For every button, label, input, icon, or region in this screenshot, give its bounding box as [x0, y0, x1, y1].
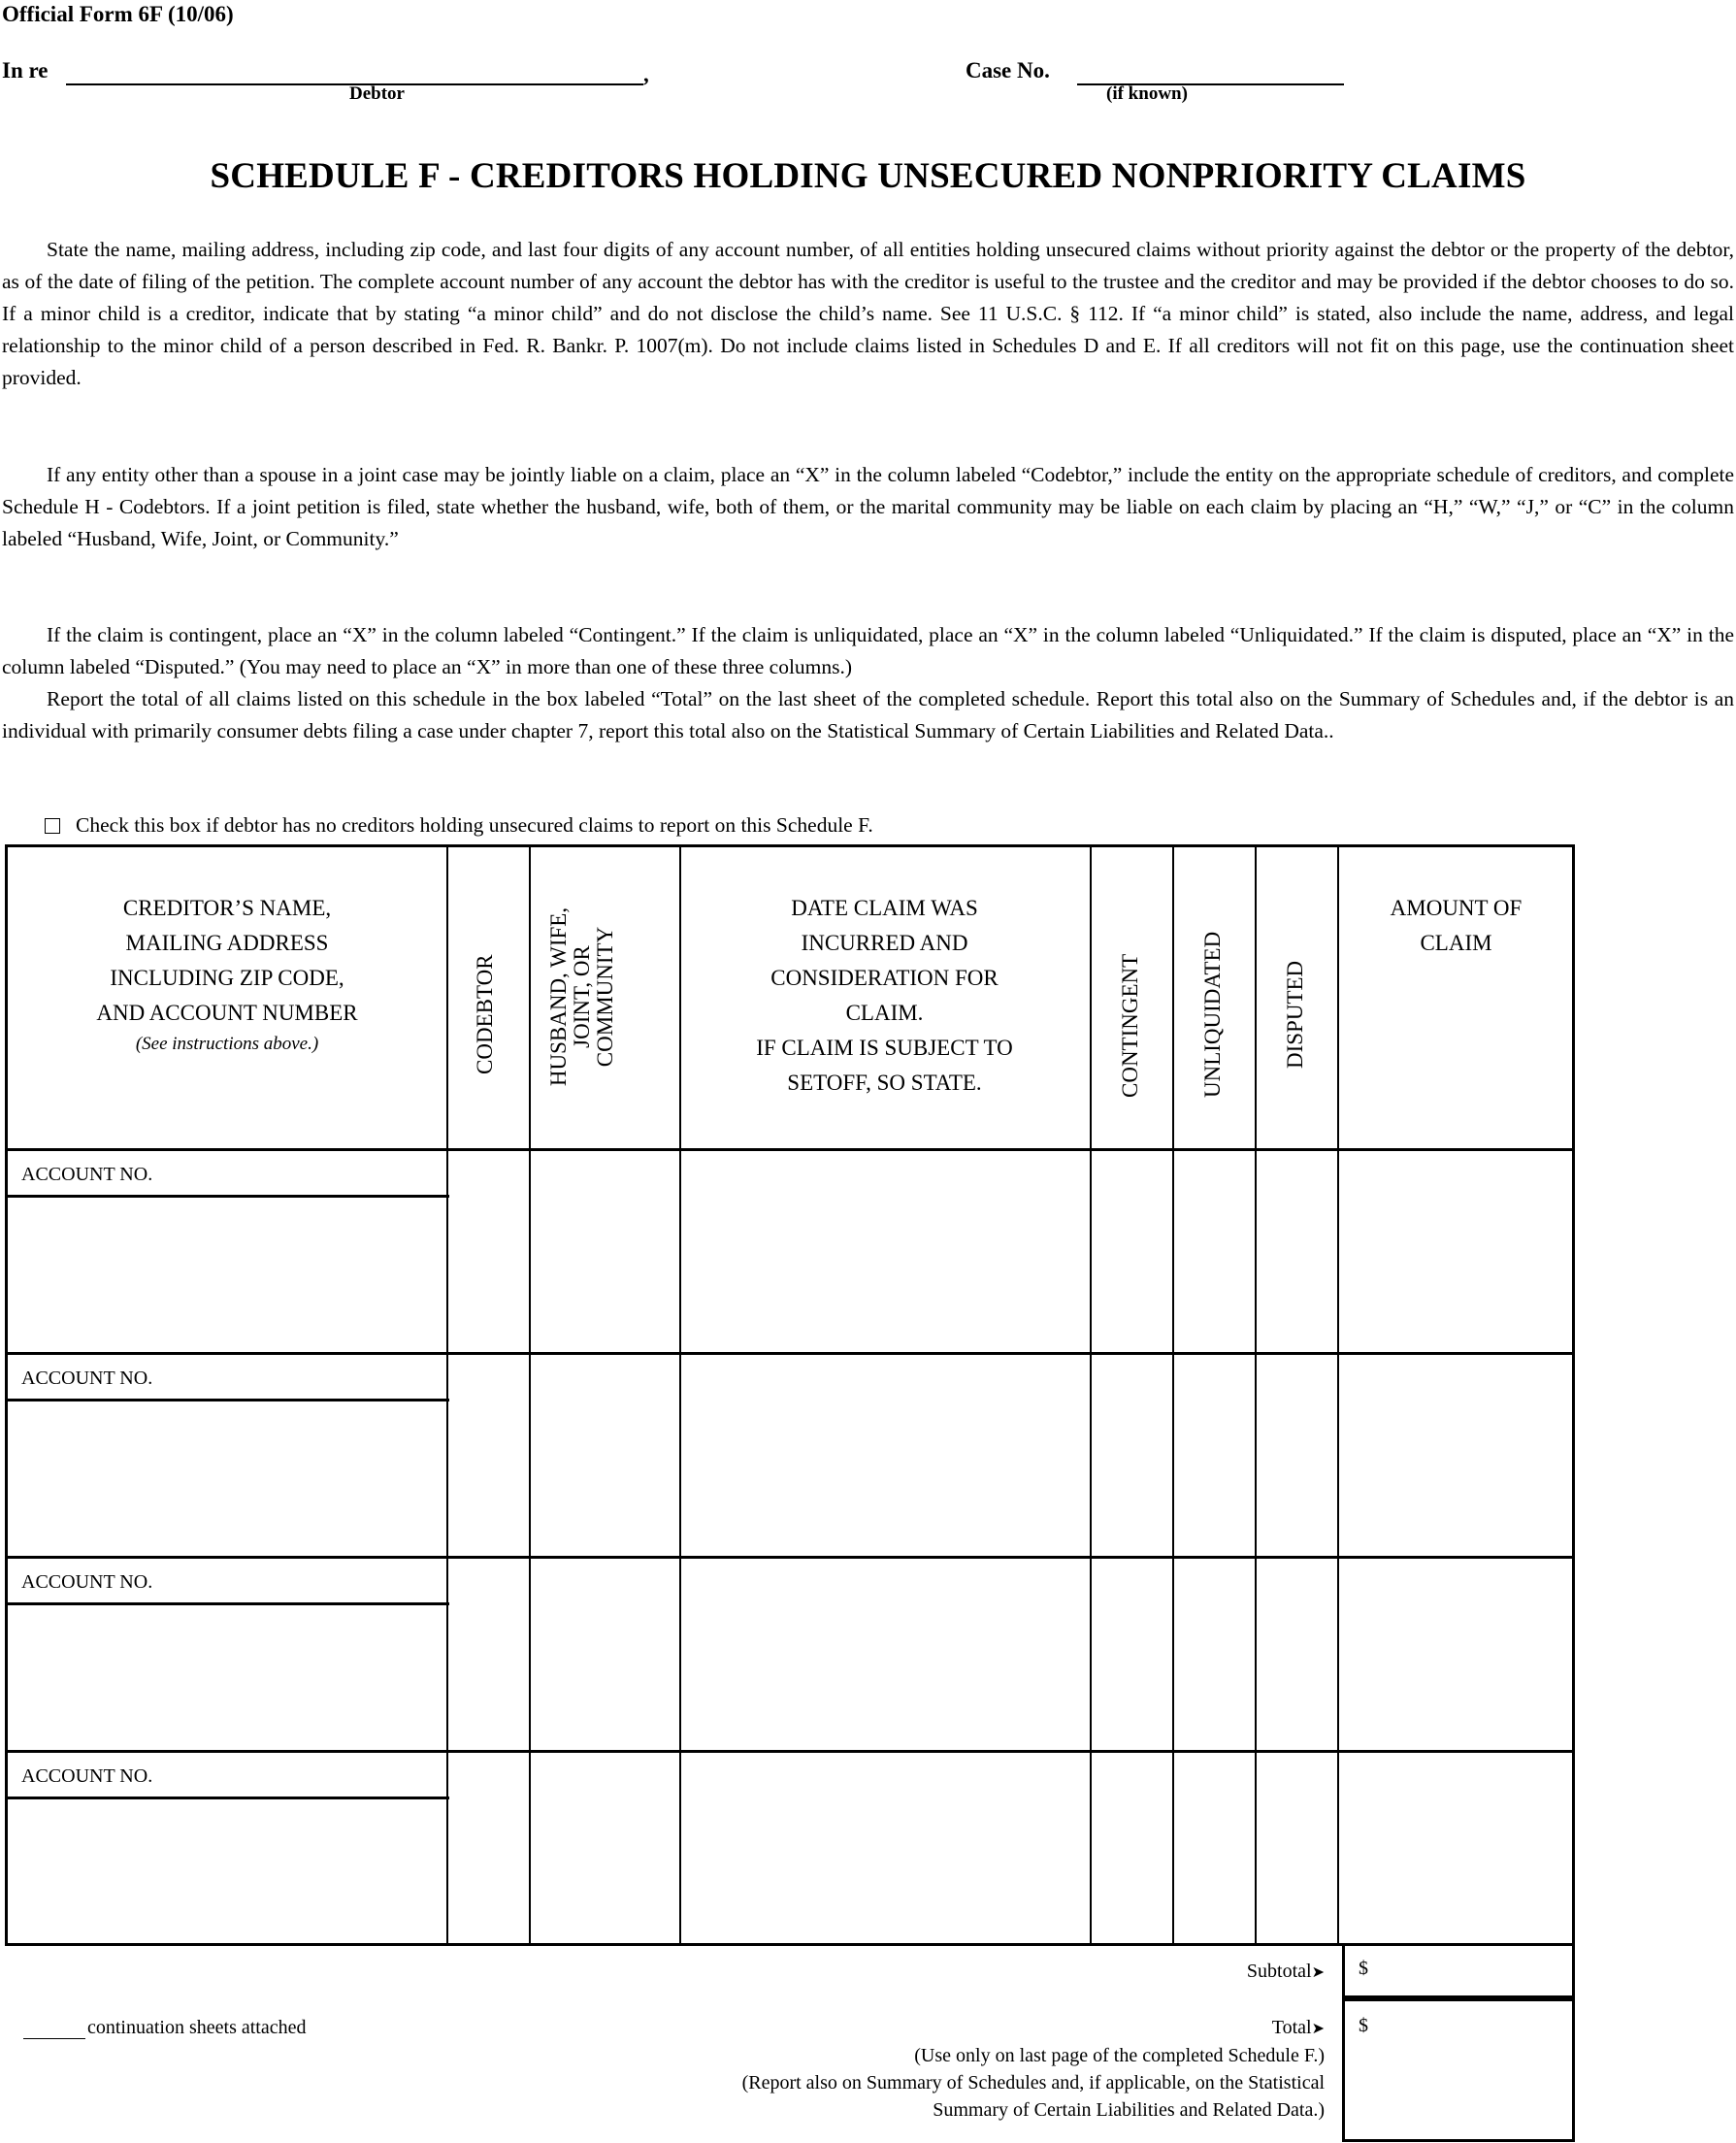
- account-no-label: ACCOUNT NO.: [21, 1164, 153, 1185]
- creditor-info-input[interactable]: [8, 1800, 444, 1941]
- currency-symbol: $: [1359, 1958, 1368, 1979]
- case-number-label: Case No.: [966, 58, 1050, 82]
- column-divider: [446, 847, 448, 1943]
- header-line: INCURRED AND: [801, 931, 968, 955]
- header-note: (See instructions above.): [135, 1034, 319, 1054]
- header-line: MAILING ADDRESS: [125, 931, 329, 955]
- creditor-info-input[interactable]: [8, 1606, 444, 1748]
- amount-input[interactable]: [1340, 1151, 1573, 1350]
- hwjc-input[interactable]: [532, 1151, 677, 1350]
- no-creditors-checkbox[interactable]: [45, 818, 60, 834]
- column-header-unliquidated: UNLIQUIDATED: [1200, 931, 1225, 1098]
- total-note: Summary of Certain Liabilities and Related Data.): [933, 2099, 1325, 2121]
- codebtor-input[interactable]: [449, 1559, 527, 1748]
- date-claim-input[interactable]: [682, 1559, 1088, 1748]
- codebtor-input[interactable]: [449, 1151, 527, 1350]
- disputed-input[interactable]: [1258, 1753, 1335, 1941]
- header-line: CREDITOR’S NAME,: [122, 896, 332, 920]
- claims-table: [5, 844, 1575, 1946]
- creditor-info-input[interactable]: [8, 1199, 444, 1350]
- arrow-right-icon: ➤: [1311, 1964, 1325, 1981]
- column-divider: [1090, 847, 1092, 1943]
- currency-symbol: $: [1359, 2015, 1368, 2036]
- subtotal-label: [970, 1961, 1325, 1983]
- hwjc-input[interactable]: [532, 1753, 677, 1941]
- account-divider: [8, 1399, 449, 1401]
- column-header-disputed: DISPUTED: [1283, 960, 1307, 1069]
- disputed-input[interactable]: [1258, 1151, 1335, 1350]
- header-line: CLAIM.: [845, 1001, 924, 1025]
- no-creditors-option: [45, 813, 873, 838]
- instruction-paragraph: State the name, mailing address, including zip code, and last four digits of any account number, of all entities holding unsecured claims without priority against the debtor or the property of the debtor, as of the date of filing of the petition. The complete account number of any account the debtor has with the creditor is useful to the trustee and the creditor and may be provided if the debtor chooses to do so. If a minor child is a creditor, indicate that by stating “a minor child” and do not disclose the child’s name. See 11 U.S.C. § 112. If “a minor child” is stated, also include the name, address, and legal relationship to the minor child of a person described in Fed. R. Bankr. P. 1007(m). Do not include claims listed in Schedules D and E. If all creditors will not fit on this page, use the continuation sheet provided.: [2, 238, 1734, 389]
- header-line: CLAIM: [1420, 931, 1492, 955]
- column-divider: [1337, 847, 1339, 1943]
- in-re-label: In re: [2, 58, 49, 82]
- total-note: (Report also on Summary of Schedules and, if applicable, on the Statistical: [741, 2072, 1325, 2094]
- header-line: IF CLAIM IS SUBJECT TO: [756, 1036, 1013, 1060]
- column-divider: [1172, 847, 1174, 1943]
- codebtor-input[interactable]: [449, 1355, 527, 1554]
- header-line: AND ACCOUNT NUMBER: [96, 1001, 358, 1025]
- debtor-comma: ,: [643, 62, 649, 86]
- header-line: COMMUNITY: [593, 926, 617, 1068]
- contingent-input[interactable]: [1093, 1559, 1170, 1748]
- column-header-contingent: CONTINGENT: [1118, 953, 1142, 1098]
- continuation-label: continuation sheets attached: [87, 2017, 307, 2038]
- arrow-right-icon: ➤: [1311, 2021, 1325, 2037]
- disputed-input[interactable]: [1258, 1355, 1335, 1554]
- contingent-input[interactable]: [1093, 1355, 1170, 1554]
- account-no-input[interactable]: [153, 1154, 444, 1195]
- total-text: Total: [1271, 2017, 1312, 2038]
- account-no-label: ACCOUNT NO.: [21, 1765, 153, 1787]
- header-line: HUSBAND, WIFE,: [546, 907, 571, 1087]
- unliquidated-input[interactable]: [1175, 1753, 1253, 1941]
- header-line: JOINT, OR: [570, 945, 594, 1048]
- subtotal-text: Subtotal: [1246, 1961, 1312, 1982]
- amount-input[interactable]: [1340, 1355, 1573, 1554]
- header-line: INCLUDING ZIP CODE,: [110, 966, 344, 990]
- column-header-date-claim: [679, 891, 1090, 1101]
- form-identifier: Official Form 6F (10/06): [2, 2, 234, 26]
- account-divider: [8, 1602, 449, 1605]
- creditor-info-input[interactable]: [8, 1402, 444, 1554]
- case-number-caption: (if known): [1106, 83, 1188, 104]
- instruction-paragraph: If any entity other than a spouse in a joint case may be jointly liable on a claim, place an “X” in the column labeled “Codebtor,” include the entity on the appropriate schedule of creditors, and complete Schedule H - Codebtors. If a joint petition is filed, state whether the husband, wife, both of them, or the marital community may be liable on each claim by placing an “H,” “W,” “J,” or “C” in the column labeled “Husband, Wife, Joint, or Community.”: [2, 463, 1734, 550]
- column-divider: [1255, 847, 1257, 1943]
- account-no-input[interactable]: [153, 1562, 444, 1602]
- no-creditors-label: Check this box if debtor has no creditors holding unsecured claims to report on this Schedule F.: [76, 813, 873, 837]
- debtor-caption: Debtor: [349, 83, 405, 104]
- account-divider: [8, 1195, 449, 1198]
- codebtor-input[interactable]: [449, 1753, 527, 1941]
- header-line: CONSIDERATION FOR: [770, 966, 999, 990]
- amount-input[interactable]: [1340, 1559, 1573, 1748]
- total-note: (Use only on last page of the completed Schedule F.): [914, 2045, 1325, 2066]
- column-divider: [529, 847, 531, 1943]
- hwjc-input[interactable]: [532, 1355, 677, 1554]
- contingent-input[interactable]: [1093, 1151, 1170, 1350]
- hwjc-input[interactable]: [532, 1559, 677, 1748]
- instruction-paragraph: Report the total of all claims listed on this schedule in the box labeled “Total” on the last sheet of the completed schedule. Report this total also on the Summary of Schedules and, if the debtor is an individual with primarily consumer debts filing a case under chapter 7, report this total also on the Statistical Summary of Certain Liabilities and Related Data..: [2, 687, 1734, 742]
- column-header-creditor: [8, 891, 446, 1058]
- column-header-amount: [1337, 891, 1575, 961]
- column-header-codebtor: CODEBTOR: [473, 954, 497, 1074]
- page-title: SCHEDULE F - CREDITORS HOLDING UNSECURED NONPRIORITY CLAIMS: [210, 156, 1526, 196]
- subtotal-field[interactable]: [1342, 1944, 1575, 1998]
- date-claim-input[interactable]: [682, 1151, 1088, 1350]
- contingent-input[interactable]: [1093, 1753, 1170, 1941]
- account-divider: [8, 1797, 449, 1799]
- continuation-count-input[interactable]: [23, 2017, 85, 2039]
- continuation-sheets: [23, 2017, 306, 2039]
- header-line: SETOFF, SO STATE.: [787, 1071, 982, 1095]
- date-claim-input[interactable]: [682, 1753, 1088, 1941]
- total-field[interactable]: [1342, 1998, 1575, 2142]
- date-claim-input[interactable]: [682, 1355, 1088, 1554]
- account-no-label: ACCOUNT NO.: [21, 1368, 153, 1389]
- unliquidated-input[interactable]: [1175, 1559, 1253, 1748]
- disputed-input[interactable]: [1258, 1559, 1335, 1748]
- instruction-paragraph: If the claim is contingent, place an “X” in the column labeled “Contingent.” If the claim is unliquidated, place an “X” in the column labeled “Unliquidated.” If the claim is disputed, place an “X” in the column labeled “Disputed.” (You may need to place an “X” in more than one of these three columns.): [2, 623, 1734, 678]
- amount-input[interactable]: [1340, 1753, 1573, 1941]
- account-no-input[interactable]: [153, 1756, 444, 1797]
- total-label: [970, 2017, 1325, 2039]
- column-header-husband-wife-joint-community: [547, 880, 617, 1113]
- unliquidated-input[interactable]: [1175, 1355, 1253, 1554]
- header-line: DATE CLAIM WAS: [791, 896, 978, 920]
- unliquidated-input[interactable]: [1175, 1151, 1253, 1350]
- account-no-input[interactable]: [153, 1358, 444, 1399]
- header-line: AMOUNT OF: [1390, 896, 1523, 920]
- account-no-label: ACCOUNT NO.: [21, 1571, 153, 1593]
